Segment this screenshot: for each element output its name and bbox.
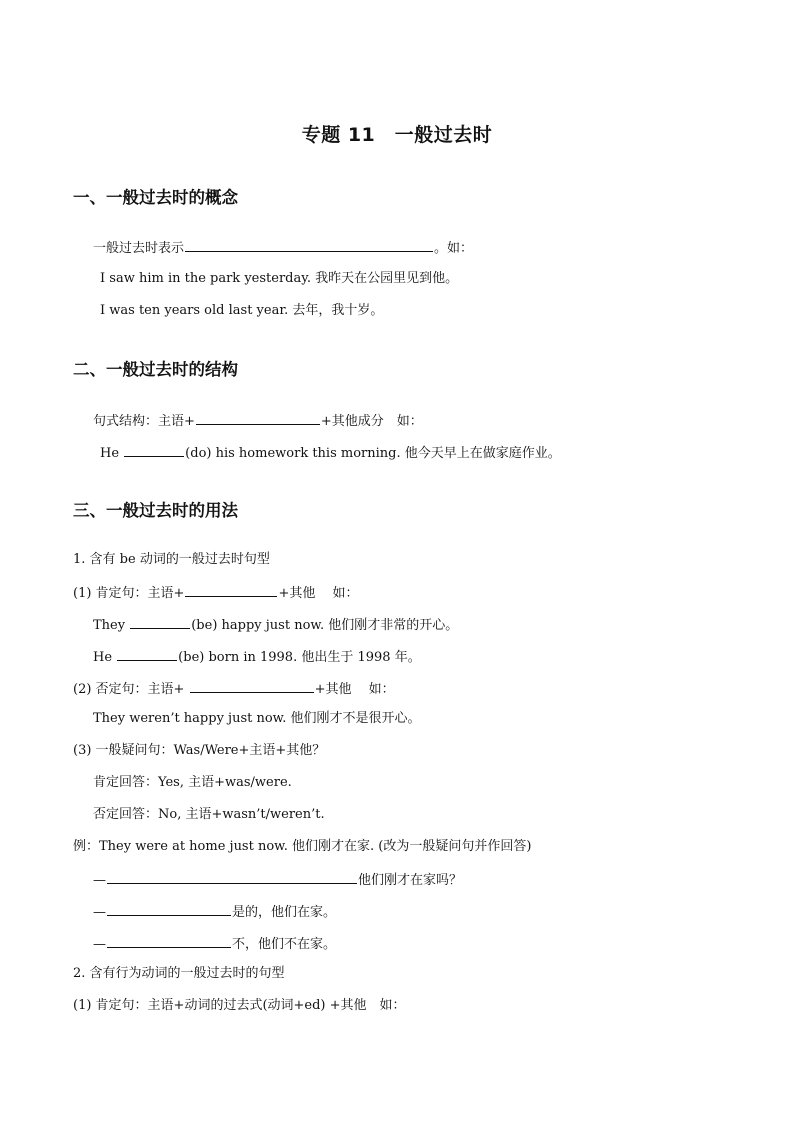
- negative-blank[interactable]: [190, 679, 314, 693]
- concept-example-1: I saw him in the park yesterday. 我昨天在公园里见到他。: [100, 271, 459, 286]
- aff-ex1-prefix: They: [93, 618, 126, 633]
- structure-example-suffix: (do) his homework this morning. 他今天早上在做家庭作业。: [185, 446, 561, 461]
- answer-line-question: [93, 870, 462, 890]
- structure-example-prefix: He: [100, 446, 120, 461]
- action-verb-affirmative-rule: (1) 肯定句：主语+动词的过去式(动词+ed) +其他 如：: [73, 998, 406, 1013]
- affirmative-prefix: (1) 肯定句：主语+: [73, 586, 185, 601]
- section-heading-usage: 三、一般过去时的用法: [73, 501, 238, 520]
- usage-point-1: 1. 含有 be 动词的一般过去时句型: [73, 552, 270, 567]
- concept-definition: [93, 238, 473, 258]
- answer-blank-question[interactable]: [107, 870, 357, 884]
- page-title: 专题 11 一般过去时: [301, 124, 493, 146]
- aff-ex1-suffix: (be) happy just now. 他们刚才非常的开心。: [191, 618, 459, 633]
- formula-prefix: 句式结构：主语+: [93, 414, 195, 429]
- affirmative-rule: [73, 583, 358, 603]
- answer-line-no: [93, 934, 336, 954]
- aff-ex2-blank[interactable]: [117, 647, 177, 661]
- structure-example-blank[interactable]: [124, 443, 184, 457]
- dash: —: [93, 905, 106, 920]
- exercise-prompt: 例：They were at home just now. 他们刚才在家. (改为一般疑问句并作回答): [73, 839, 532, 854]
- affirmative-blank[interactable]: [185, 583, 277, 597]
- answer-no-suffix: 不，他们不在家。: [232, 937, 337, 952]
- answer-line-yes: [93, 902, 336, 922]
- negative-example: They weren’t happy just now. 他们刚才不是很开心。: [93, 711, 421, 726]
- negative-prefix: (2) 否定句：主语+: [73, 682, 185, 697]
- no-answer-rule: 否定回答：No, 主语+wasn’t/weren’t.: [93, 807, 325, 822]
- section-heading-structure: 二、一般过去时的结构: [73, 360, 238, 379]
- aff-ex2-prefix: He: [93, 650, 113, 665]
- answer-yes-suffix: 是的，他们在家。: [232, 905, 337, 920]
- definition-blank[interactable]: [185, 238, 433, 252]
- answer-blank-yes[interactable]: [107, 902, 231, 916]
- answer-question-suffix: 他们刚才在家吗？: [358, 873, 463, 888]
- negative-rule: [73, 679, 395, 699]
- answer-blank-no[interactable]: [107, 934, 231, 948]
- dash: —: [93, 937, 106, 952]
- dash: —: [93, 873, 106, 888]
- affirmative-example-1: [93, 615, 458, 635]
- formula-blank[interactable]: [196, 411, 320, 425]
- definition-suffix: 。如：: [434, 241, 474, 256]
- yes-answer-rule: 肯定回答：Yes, 主语+was/were.: [93, 775, 292, 790]
- definition-prefix: 一般过去时表示: [93, 241, 185, 256]
- affirmative-suffix: +其他 如：: [278, 586, 359, 601]
- usage-point-2: 2. 含有行为动词的一般过去时的句型: [73, 966, 285, 981]
- section-heading-concept: 一、一般过去时的概念: [73, 188, 238, 207]
- affirmative-example-2: [93, 647, 421, 667]
- negative-suffix: +其他 如：: [314, 682, 395, 697]
- structure-formula: [93, 411, 423, 431]
- aff-ex1-blank[interactable]: [130, 615, 190, 629]
- structure-example: [100, 443, 561, 463]
- concept-example-2: I was ten years old last year. 去年，我十岁。: [100, 303, 384, 318]
- formula-suffix: +其他成分 如：: [320, 414, 423, 429]
- question-rule: (3) 一般疑问句：Was/Were+主语+其他？: [73, 743, 326, 758]
- aff-ex2-suffix: (be) born in 1998. 他出生于 1998 年。: [178, 650, 421, 665]
